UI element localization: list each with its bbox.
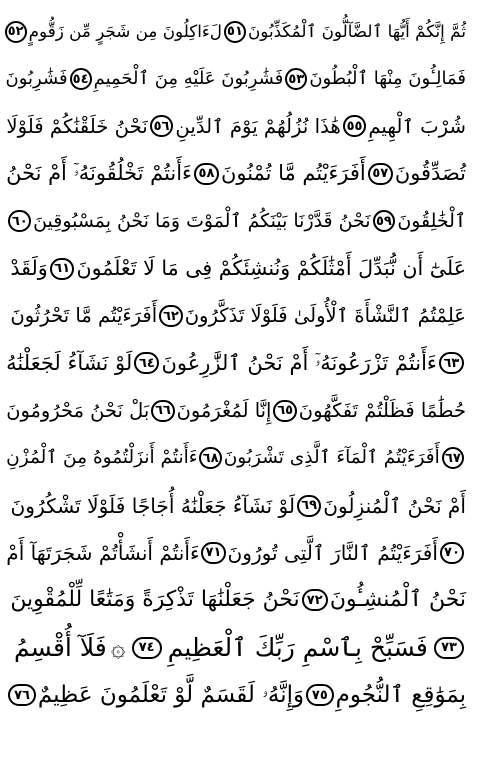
ayah-text: لَوْ نَشَآءُ لَجَعَلْنَٰهُ xyxy=(6,350,133,375)
ayah-text: فَلَآ أُقْسِمُ xyxy=(14,633,107,663)
ayah-text: هَٰذَا نُزُلُهُمْ يَوْمَ ٱلدِّينِ xyxy=(175,114,341,138)
ayah-text: لَءَاكِلُونَ مِن شَجَرٍ مِّن زَقُّومٍ xyxy=(28,21,222,42)
ayah-number-marker: ٧٤ xyxy=(132,637,162,659)
quran-text-line xyxy=(6,150,466,197)
ayah-number-marker: ٦٥ xyxy=(273,400,296,422)
ayah-text: فَشَٰرِبُونَ عَلَيْهِ مِنَ ٱلْحَمِيمِ xyxy=(93,68,284,90)
ayah-number-marker: ٥٣ xyxy=(285,68,307,90)
ayah-number-marker: ٥١ xyxy=(224,21,246,43)
quran-text-line xyxy=(6,435,466,482)
ayah-text: أَمْ نَحْنُ ٱلْمُنزِلُونَ xyxy=(323,493,466,518)
ayah-text: ءَأَنتُمْ تَزْرَعُونَهُۥٓ أَمْ نَحْنُ ٱلزَّٰرِعُونَ xyxy=(161,350,437,375)
ayah-number-marker: ٧١ xyxy=(201,542,225,564)
ayah-number-marker: ٦٨ xyxy=(199,447,221,469)
quran-text-line xyxy=(5,55,466,102)
ayah-text: حُطَٰمًا فَظَلْتُمْ تَفَكَّهُونَ xyxy=(298,399,466,423)
ayah-number-marker: ٥٩ xyxy=(373,210,396,232)
quran-text-line xyxy=(10,482,466,529)
ayah-text: أَفَرَءَيْتُم مَّا تَحْرُثُونَ xyxy=(10,304,158,328)
ayah-text: شُرْبَ ٱلْهِيمِ xyxy=(368,114,466,138)
ayah-text: نَحْنُ خَلَقْنَٰكُمْ فَلَوْلَا xyxy=(6,114,148,138)
ayah-text: أَفَرَءَيْتُمُ ٱلنَّارَ ٱلَّتِى تُورُونَ xyxy=(227,540,438,565)
ayah-text: عَلِمْتُمُ ٱلنَّشْأَةَ ٱلْأُولَىٰ فَلَوْلَا تَذَكَّرُونَ xyxy=(184,304,466,328)
quran-text-line xyxy=(10,245,466,292)
quran-text-line xyxy=(11,198,466,245)
ayah-text: إِنَّا لَمُغْرَمُونَ xyxy=(176,399,272,423)
ayah-text: بِمَوَٰقِعِ ٱلنُّجُومِ xyxy=(335,681,466,708)
ayah-text: ثُمَّ إِنَّكُمْ أَيُّهَا ٱلضَّآلُّونَ ٱلْمُكَذِّبُونَ xyxy=(247,21,466,42)
rub-el-hizb-sign: ۞ xyxy=(110,633,126,663)
ayah-text: نَحْنُ ٱلْمُنشِـُٔونَ xyxy=(329,587,466,613)
ayah-number-marker: ٥٥ xyxy=(343,115,367,137)
ayah-number-marker: ٦٠ xyxy=(8,210,31,232)
ayah-number-marker: ٧٢ xyxy=(302,589,328,611)
quran-text-line xyxy=(10,292,466,339)
ayah-number-marker: ٧٠ xyxy=(440,542,464,564)
ayah-number-marker: ٧٦ xyxy=(8,684,36,706)
quran-text-line xyxy=(7,8,466,55)
ayah-number-marker: ٥٤ xyxy=(70,68,92,90)
ayah-number-marker: ٦٩ xyxy=(297,495,321,517)
ayah-number-marker: ٥٨ xyxy=(194,163,219,185)
ayah-number-marker: ٥٦ xyxy=(150,115,174,137)
quran-text-line xyxy=(14,624,466,671)
ayah-text: ٱلْخَٰلِقُونَ xyxy=(397,209,466,232)
ayah-text: بَلْ نَحْنُ مَحْرُومُونَ xyxy=(6,399,150,423)
ayah-text: أَفَرَءَيْتُم مَّا تُمْنُونَ xyxy=(221,161,366,186)
ayah-number-marker: ٧٣ xyxy=(434,637,464,659)
ayah-text: ءَأَنتُمْ أَنشَأْتُمْ شَجَرَتَهَآ أَمْ xyxy=(6,540,200,565)
quran-text-line xyxy=(6,103,466,150)
ayah-number-marker: ٧٥ xyxy=(306,684,334,706)
ayah-text: ءَأَنتُمْ أَنزَلْتُمُوهُ مِنَ ٱلْمُزْنِ xyxy=(6,446,198,468)
ayah-number-marker: ٥٧ xyxy=(368,163,393,185)
ayah-number-marker: ٦٦ xyxy=(151,400,174,422)
ayah-text: فَسَبِّحْ بِٱسْمِ رَبِّكَ ٱلْعَظِيمِ xyxy=(167,633,428,663)
ayah-number-marker: ٦١ xyxy=(50,258,75,280)
ayah-text: وَإِنَّهُۥ لَقَسَمٌ لَّوْ تَعْلَمُونَ عَظِيمٌ xyxy=(37,681,305,708)
ayah-text: عَلَىٰٓ أَن نُّبَدِّلَ أَمْثَٰلَكُمْ وَنُنشِئَكُمْ فِى مَا لَا تَعْلَمُونَ xyxy=(76,256,466,281)
quran-text-line xyxy=(6,387,466,434)
ayah-number-marker: ٦٢ xyxy=(159,305,182,327)
ayah-text: نَحْنُ جَعَلْنَٰهَا تَذْكِرَةً وَمَتَٰعًا لِّلْمُقْوِينَ xyxy=(10,587,300,613)
ayah-text: فَمَالِـُٔونَ مِنْهَا ٱلْبُطُونَ xyxy=(309,68,466,90)
ayah-text: أَفَرَءَيْتُمُ ٱلْمَآءَ ٱلَّذِى تَشْرَبُونَ xyxy=(223,446,440,468)
ayah-text: نَحْنُ قَدَّرْنَا بَيْنَكُمُ ٱلْمَوْتَ وَمَا نَحْنُ بِمَسْبُوقِينَ xyxy=(33,209,371,232)
ayah-number-marker: ٦٧ xyxy=(442,447,464,469)
ayah-text: فَشَٰرِبُونَ xyxy=(5,68,68,90)
ayah-number-marker: ٦٤ xyxy=(134,352,159,374)
quran-text-line xyxy=(10,577,466,624)
ayah-number-marker: ٥٢ xyxy=(5,21,27,43)
quran-text-line xyxy=(6,340,466,387)
ayah-text: ءَأَنتُمْ تَخْلُقُونَهُۥٓ أَمْ نَحْنُ xyxy=(6,161,192,186)
quran-text-line xyxy=(6,529,466,576)
ayah-number-marker: ٦٣ xyxy=(439,352,464,374)
ayah-text: تُصَدِّقُونَ xyxy=(394,161,466,186)
ayah-text: وَلَقَدْ xyxy=(10,256,48,281)
ayah-text: لَوْ نَشَآءُ جَعَلْنَٰهُ أُجَاجًا فَلَوْلَا تَشْكُرُونَ xyxy=(10,493,296,518)
quran-text-line xyxy=(14,671,466,718)
